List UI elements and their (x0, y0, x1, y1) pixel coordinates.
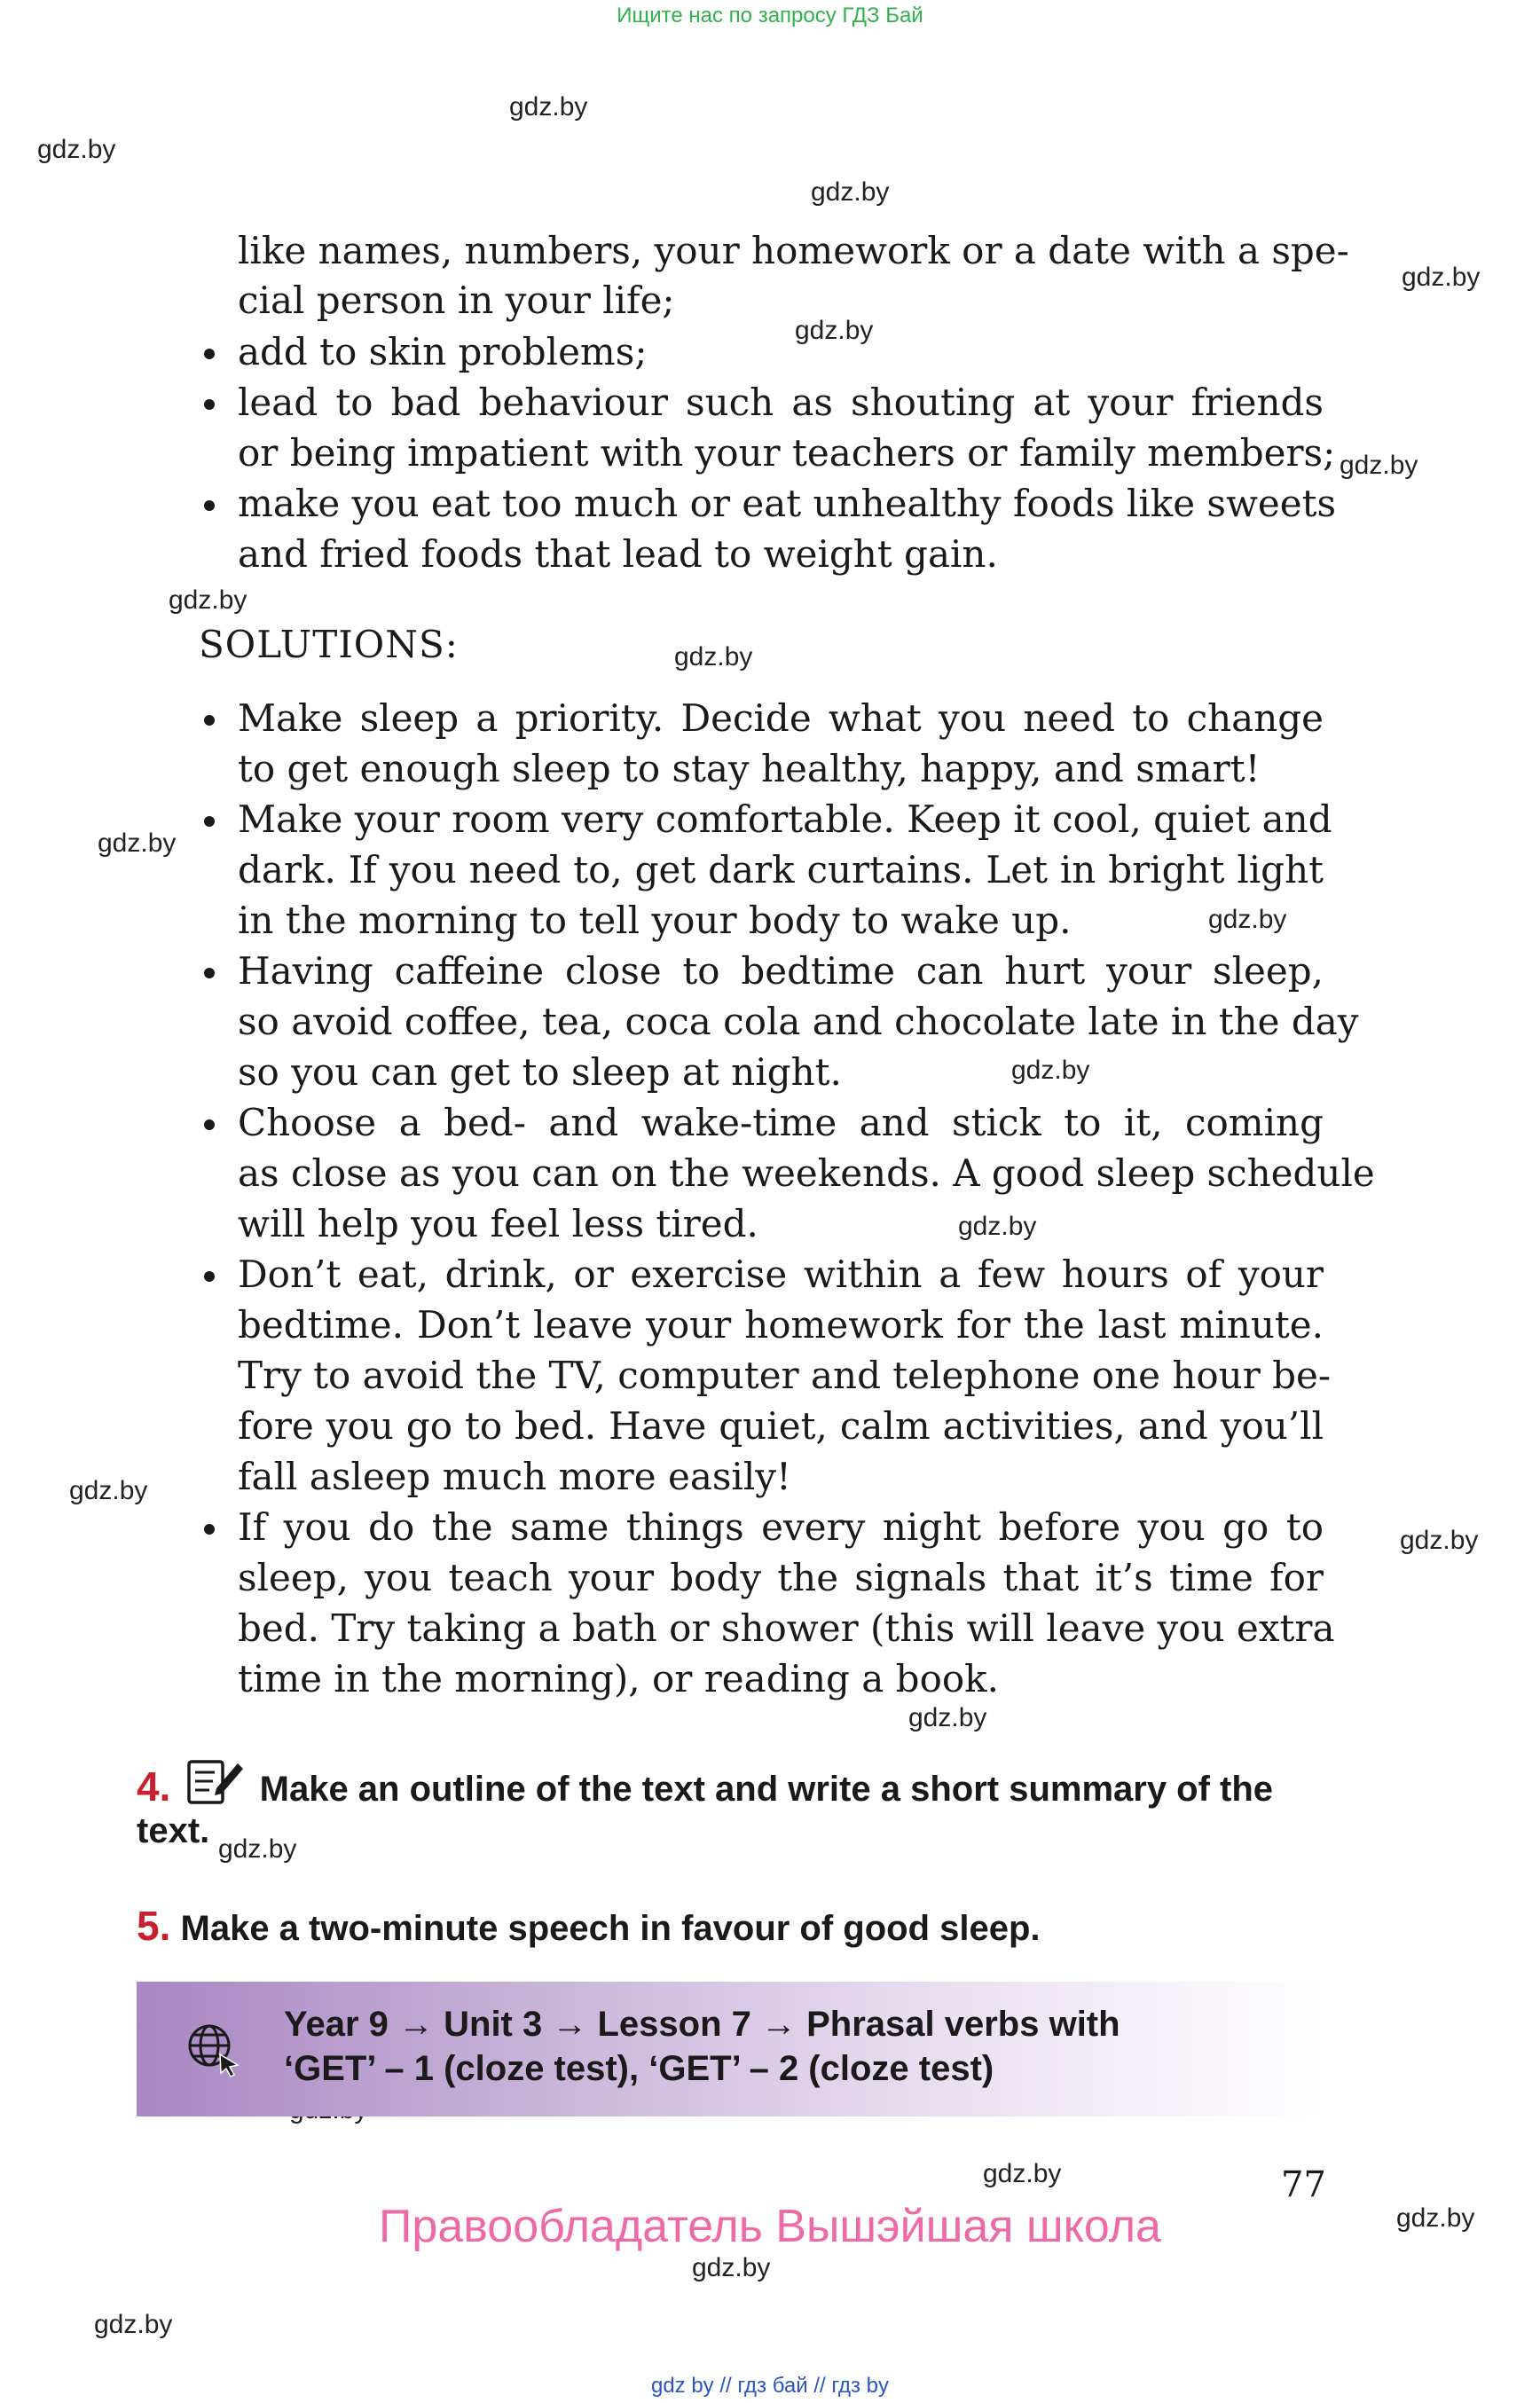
list-item: make you eat too much or eat unhealthy foods like sweets (238, 482, 1337, 525)
page-number: 77 (1281, 2164, 1326, 2205)
list-item: Choose a bed- and wake-time and stick to it, coming (238, 1101, 1324, 1144)
list-item-line: so avoid coffee, tea, coca cola and chocolate late in the day (238, 1000, 1359, 1043)
task-text: Make an outline of the text and write a short summary of the (259, 1770, 1274, 1809)
list-item: If you do the same things every night before you go to (238, 1505, 1324, 1549)
list-item-line: as close as you can on the weekends. A good sleep schedule (238, 1151, 1375, 1195)
globe-cursor-icon (185, 2021, 241, 2077)
watermark: gdz.by (795, 316, 874, 345)
list-item-line: Try to avoid the TV, computer and telephone one hour be- (238, 1354, 1332, 1397)
list-item-line: in the morning to tell your body to wake up. (238, 899, 1072, 942)
task-number: 5. (137, 1903, 171, 1949)
watermark: gdz.by (811, 177, 890, 207)
bullet (204, 816, 215, 827)
text-line: like names, numbers, your homework or a date with a spe- (238, 229, 1349, 272)
bullet (204, 1524, 215, 1535)
bullet (204, 1271, 215, 1282)
watermark: gdz.by (98, 828, 177, 858)
list-item: Don’t eat, drink, or exercise within a few hours of your (238, 1253, 1324, 1296)
watermark: gdz.by (37, 135, 116, 164)
footer-links[interactable]: gdz by // гдз бай // гдз by (650, 2374, 890, 2398)
task-5 (137, 1902, 1041, 1950)
list-item-line: sleep, you teach your body the signals that it’s time for (238, 1556, 1324, 1599)
writing-icon (186, 1756, 245, 1806)
watermark: gdz.by (692, 2253, 771, 2282)
watermark: gdz.by (1400, 1526, 1479, 1555)
banner-line-2[interactable]: ‘GET’ – 1 (cloze test), ‘GET’ – 2 (cloze test) (284, 2049, 994, 2088)
list-item-line: fall asleep much more easily! (238, 1455, 791, 1498)
list-item-line: or being impatient with your teachers or family members; (238, 431, 1336, 475)
bullet (204, 500, 215, 511)
banner-line-1[interactable]: Year 9 → Unit 3 → Lesson 7 → Phrasal verbs with (284, 2005, 1120, 2044)
task-4 (137, 1756, 1273, 1810)
task-text: Make a two-minute speech in favour of good sleep. (180, 1909, 1041, 1948)
list-item: Make sleep a priority. Decide what you need to change (238, 696, 1324, 740)
list-item-line: bedtime. Don’t leave your homework for the last minute. (238, 1303, 1324, 1347)
task-4-continuation: text. (137, 1811, 210, 1850)
watermark: gdz.by (509, 92, 588, 122)
watermark: gdz.by (218, 1834, 297, 1864)
list-item: Make your room very comfortable. Keep it cool, quiet and (238, 797, 1332, 841)
bullet (204, 399, 215, 410)
watermark: gdz.by (1340, 451, 1418, 480)
list-item-line: will help you feel less tired. (238, 1202, 758, 1245)
list-item-line: dark. If you need to, get dark curtains. Let in bright light (238, 848, 1324, 891)
bullet (204, 715, 215, 726)
watermark: gdz.by (1011, 1056, 1090, 1085)
list-item-line: fore you go to bed. Have quiet, calm activities, and you’ll (238, 1404, 1324, 1448)
list-item: add to skin problems; (238, 330, 648, 373)
list-item-line: bed. Try taking a bath or shower (this will leave you extra (238, 1606, 1335, 1650)
watermark: gdz.by (69, 1476, 148, 1505)
list-item-line: so you can get to sleep at night. (238, 1050, 842, 1094)
list-item: lead to bad behaviour such as shouting at your friends (238, 381, 1324, 424)
copyright-notice: Правообладатель Вышэйшая школа (379, 2201, 1161, 2252)
solutions-heading: SOLUTIONS: (199, 623, 459, 666)
top-banner[interactable]: Ищите нас по запросу ГДЗ Бай (617, 4, 923, 27)
watermark: gdz.by (169, 585, 248, 615)
watermark: gdz.by (1402, 263, 1481, 292)
watermark: gdz.by (908, 1703, 987, 1732)
list-item-line: time in the morning), or reading a book. (238, 1657, 999, 1700)
bullet (204, 968, 215, 978)
watermark: gdz.by (94, 2310, 173, 2339)
watermark: gdz.by (958, 1212, 1037, 1241)
text-line: cial person in your life; (238, 279, 675, 322)
task-number: 4. (137, 1763, 171, 1810)
watermark: gdz.by (674, 642, 753, 671)
bullet (204, 349, 215, 359)
watermark: gdz.by (1396, 2203, 1475, 2233)
bullet (204, 1119, 215, 1130)
watermark: gdz.by (1208, 905, 1287, 934)
list-item-line: to get enough sleep to stay healthy, happy, and smart! (238, 747, 1261, 790)
watermark: gdz.by (983, 2159, 1062, 2188)
list-item-line: and fried foods that lead to weight gain. (238, 532, 998, 576)
list-item: Having caffeine close to bedtime can hurt your sleep, (238, 949, 1324, 993)
